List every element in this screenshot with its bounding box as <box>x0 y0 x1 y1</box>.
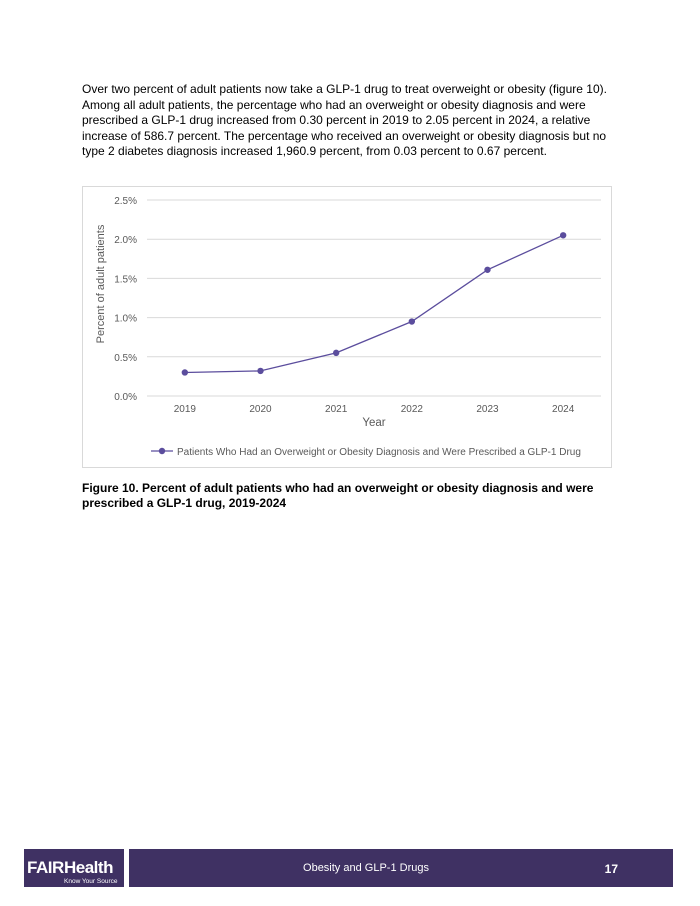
x-tick-label: 2020 <box>249 404 272 415</box>
legend-label: Patients Who Had an Overweight or Obesity Diagnosis and Were Prescribed a GLP-1 Drug <box>177 447 581 458</box>
series-line <box>185 235 563 372</box>
x-axis-title: Year <box>362 417 386 429</box>
data-point <box>257 368 263 374</box>
data-point <box>409 318 415 324</box>
page-number: 17 <box>604 862 618 876</box>
y-tick-label: 1.5% <box>114 274 137 286</box>
footer-bar <box>129 849 673 887</box>
x-tick-label: 2019 <box>173 404 196 415</box>
y-tick-label: 0.5% <box>114 352 137 364</box>
data-point <box>182 369 188 375</box>
legend-marker <box>159 448 165 454</box>
y-tick-label: 1.0% <box>114 313 137 325</box>
x-tick-label: 2024 <box>552 404 575 415</box>
line-chart <box>82 186 612 468</box>
data-point <box>484 267 490 273</box>
x-tick-label: 2021 <box>325 404 348 415</box>
x-tick-label: 2022 <box>400 404 423 415</box>
y-tick-label: 0.0% <box>114 392 137 403</box>
body-paragraph: Over two percent of adult patients now take a GLP-1 drug to treat overweight or obesity (figure 10). Among all adult patients, the percentage who had an overweight or obesity diagnosis and were prescribed a GLP-1 drug increased from 0.30 percent in 2019 to 2.05 percent in 2024, a relative increase of 586.7 percent. The percentage who received an overweight or obesity diagnosis but no type 2 diabetes diagnosis increased 1,960.9 percent, from 0.03 percent to 0.67 percent. <box>82 82 607 158</box>
y-tick-label: 2.0% <box>114 235 137 247</box>
logo-health-text: Health <box>64 858 113 877</box>
y-tick-label: 2.5% <box>114 196 137 207</box>
logo-fair-text: FAIR <box>27 858 64 877</box>
footer-title: Obesity and GLP-1 Drugs <box>303 862 429 874</box>
fairhealth-logo <box>24 849 124 887</box>
chart-canvas <box>83 187 613 469</box>
data-point <box>560 232 566 238</box>
logo-tagline: Know Your Source <box>64 878 118 885</box>
data-point <box>333 350 339 356</box>
x-tick-label: 2023 <box>476 404 499 415</box>
y-axis-title: Percent of adult patients <box>95 224 107 344</box>
figure-caption: Figure 10. Percent of adult patients who had an overweight or obesity diagnosis and were prescribed a GLP-1 drug, 2019-2024 <box>82 481 594 510</box>
